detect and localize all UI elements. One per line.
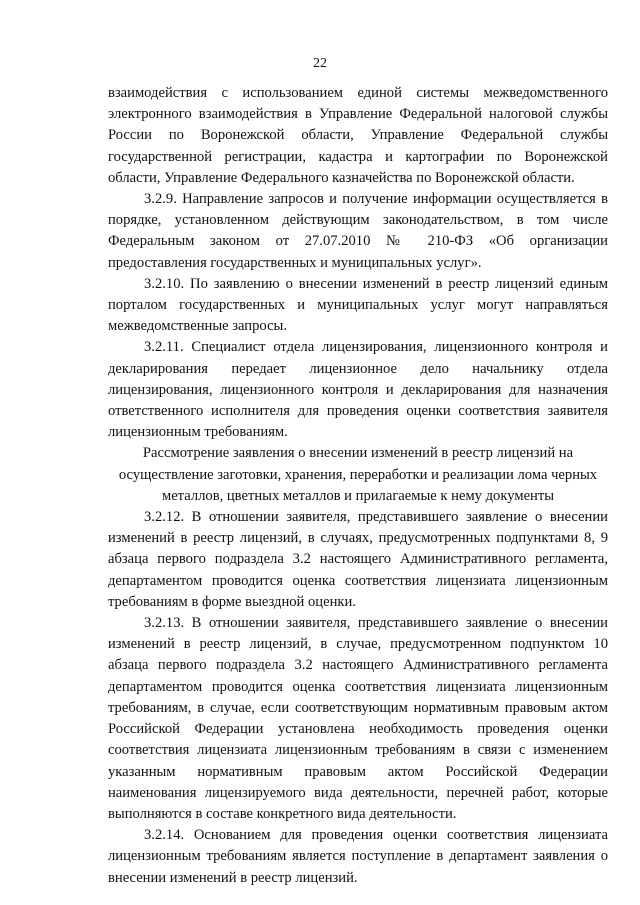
section-heading bbox=[108, 443, 608, 507]
paragraph-3-2-10: 3.2.10. По заявлению о внесении изменений в реестр лицензий единым порталом государственных и муниципальных услуг могут направляться межведомственные запросы. bbox=[108, 275, 608, 335]
paragraph-3-2-13: 3.2.13. В отношении заявителя, представившего заявление о внесении изменений в реестр лицензий, в случае, предусмотренном подпунктом 10 абзаца первого подраздела 3.2 настоящего Административного регламента департаментом проводится оценка соответствия лицензиата лицензионным требованиям, в случае, если соответствующим нормативным правовым актом Российской Федерации установлена необходимость проведения оценки соответствия лицензиата лицензионным требованиям в связи с изменением указанным нормативным правовым актом Российской Федерации наименования лицензируемого вида деятельности, перечней работ, которые выполняются в составе конкретного вида деятельности. bbox=[108, 615, 608, 822]
paragraph-3-2-14: 3.2.14. Основанием для проведения оценки соответствия лицензиата лицензионным требованиям является поступление в департамент заявления о внесении изменений в реестр лицензий. bbox=[108, 827, 608, 886]
paragraph-3-2-12: 3.2.12. В отношении заявителя, представившего заявление о внесении изменений в реестр лицензий, в случаях, предусмотренных подпунктами 8, 9 абзаца первого подраздела 3.2 настоящего Административного регламента, департаментом проводится оценка соответствия лицензиата лицензионным требованиям в форме выездной оценки. bbox=[108, 509, 608, 610]
paragraph-3-2-11: 3.2.11. Специалист отдела лицензирования, лицензионного контроля и декларирования передает лицензионное дело начальнику отдела лицензирования, лицензионного контроля и декларирования для назначения ответственного исполнителя для проведения оценки соответствия заявителя лицензионным требованиям. bbox=[108, 339, 608, 441]
paragraph-continuation: взаимодействия с использованием единой системы межведомственного электронного взаимодействия в Управление Федеральной налоговой службы России по Воронежской области, Управление Федеральной службы государственной регистрации, кадастра и картографии по Воронежской области, Управление Федерального казначейства по Воронежской области. bbox=[108, 85, 608, 186]
section-heading-line: осуществление заготовки, хранения, переработки и реализации лома черных bbox=[118, 466, 598, 483]
section-heading-line: Рассмотрение заявления о внесении изменений в реестр лицензий на bbox=[142, 445, 574, 462]
document-body bbox=[108, 83, 608, 889]
section-heading-line: металлов, цветных металлов и прилагаемые к нему документы bbox=[161, 487, 555, 504]
paragraph-3-2-9: 3.2.9. Направление запросов и получение информации осуществляется в порядке, установленном действующим законодательством, в том числе Федеральным законом от 27.07.2010 № 210-ФЗ «Об организации предоставления государственных и муниципальных услуг». bbox=[108, 191, 608, 271]
page-number: 22 bbox=[313, 56, 327, 71]
